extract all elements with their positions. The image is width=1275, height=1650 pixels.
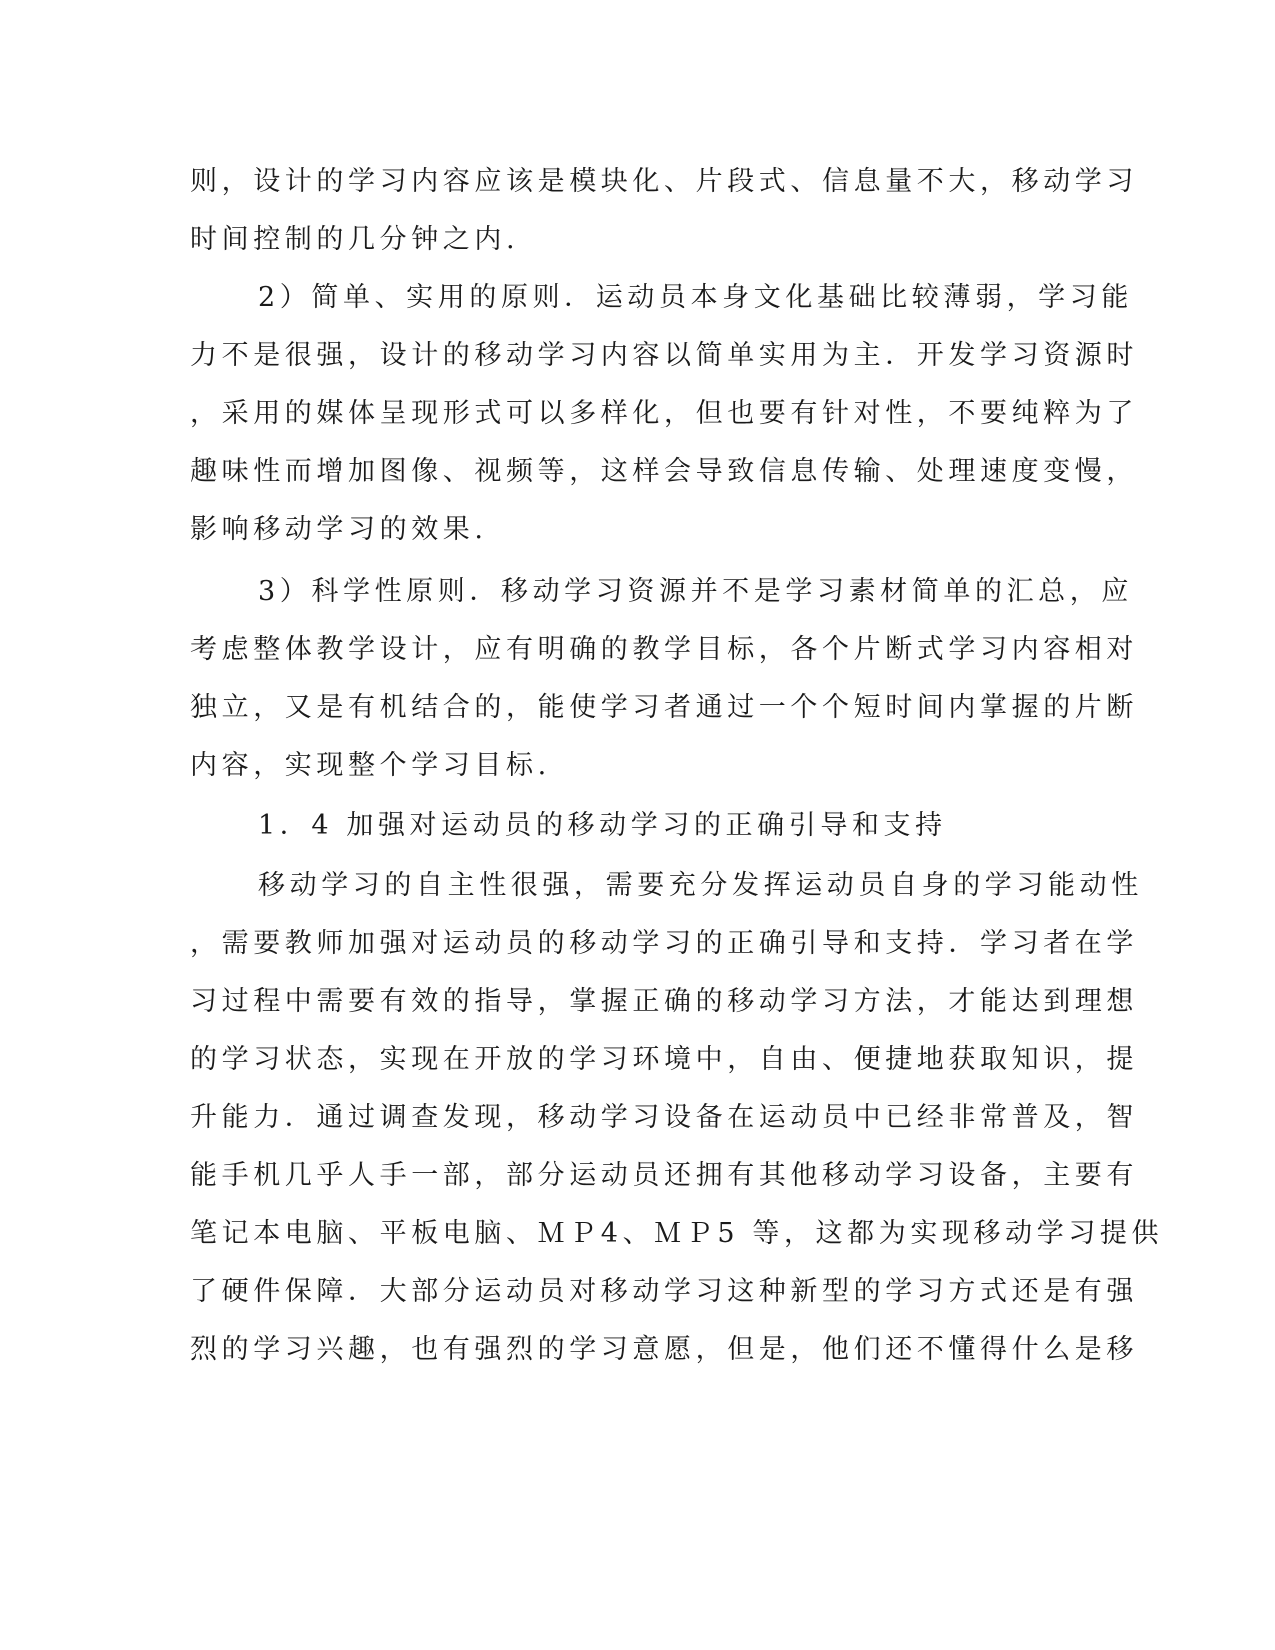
text-line: 则，设计的学习内容应该是模块化、片段式、信息量不大，移动学习 xyxy=(190,166,1138,197)
text-line: 烈的学习兴趣，也有强烈的学习意愿，但是，他们还不懂得什么是移 xyxy=(190,1334,1138,1365)
text-line: 影响移动学习的效果. xyxy=(190,514,488,545)
section-heading: 1．4 加强对运动员的移动学习的正确引导和支持 xyxy=(258,810,947,841)
text-line: 考虑整体教学设计，应有明确的教学目标，各个片断式学习内容相对 xyxy=(190,634,1138,665)
text-line: 了硬件保障．大部分运动员对移动学习这种新型的学习方式还是有强 xyxy=(190,1276,1138,1307)
text-line: 笔记本电脑、平板电脑、ＭＰ4、ＭＰ5 等，这都为实现移动学习提供 xyxy=(190,1218,1164,1249)
text-line: 趣味性而增加图像、视频等，这样会导致信息传输、处理速度变慢， xyxy=(190,456,1138,487)
text-line: 的学习状态，实现在开放的学习环境中，自由、便捷地获取知识，提 xyxy=(190,1044,1138,1075)
text-line: 时间控制的几分钟之内. xyxy=(190,224,520,255)
text-line: 力不是很强，设计的移动学习内容以简单实用为主．开发学习资源时 xyxy=(190,340,1138,371)
text-line: 内容，实现整个学习目标. xyxy=(190,750,551,781)
text-line: 独立，又是有机结合的，能使学习者通过一个个短时间内掌握的片断 xyxy=(190,692,1138,723)
text-line: ，需要教师加强对运动员的移动学习的正确引导和支持．学习者在学 xyxy=(190,928,1138,959)
text-line: 升能力．通过调查发现，移动学习设备在运动员中已经非常普及，智 xyxy=(190,1102,1138,1133)
text-line: 习过程中需要有效的指导，掌握正确的移动学习方法，才能达到理想 xyxy=(190,986,1138,1017)
text-line: ，采用的媒体呈现形式可以多样化，但也要有针对性，不要纯粹为了 xyxy=(190,398,1138,429)
paragraph-start-line: 2）简单、实用的原则．运动员本身文化基础比较薄弱，学习能 xyxy=(258,282,1133,313)
text-line: 能手机几乎人手一部，部分运动员还拥有其他移动学习设备，主要有 xyxy=(190,1160,1138,1191)
paragraph-start-line: 3）科学性原则．移动学习资源并不是学习素材简单的汇总，应 xyxy=(258,576,1133,607)
paragraph-start-line: 移动学习的自主性很强，需要充分发挥运动员自身的学习能动性 xyxy=(258,870,1143,901)
